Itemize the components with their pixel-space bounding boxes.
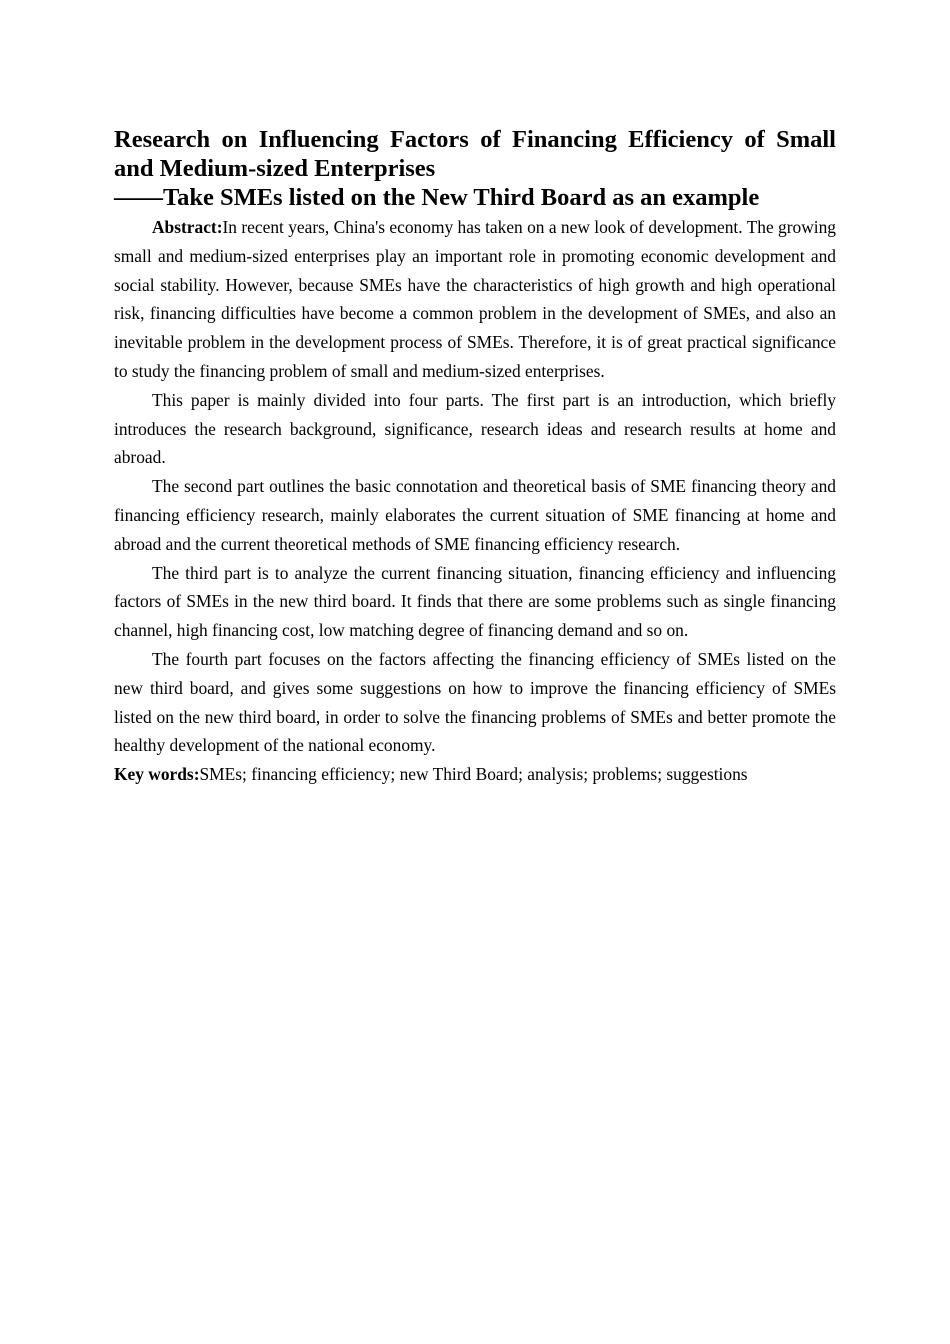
body-paragraph-3: The third part is to analyze the current financing situation, financing efficiency and influencing factors of SMEs in the new third board. It finds that there are some problems such as single financing channel, high financing cost, low matching degree of financing demand and so on. <box>114 562 836 641</box>
document-title: Research on Influencing Factors of Financing Efficiency of Small and Medium-sized Enterprises <box>114 126 836 182</box>
abstract-label: Abstract: <box>152 217 223 237</box>
keywords-paragraph <box>114 760 836 789</box>
body-paragraph-2: The second part outlines the basic connotation and theoretical basis of SME financing theory and financing efficiency research, mainly elaborates the current situation of SME financing at home and abroad and the current theoretical methods of SME financing efficiency research. <box>114 476 836 554</box>
abstract-paragraph <box>114 213 836 386</box>
keywords-label: Key words: <box>114 764 200 785</box>
body-paragraph-4: The fourth part focuses on the factors affecting the financing efficiency of SMEs listed on the new third board, and gives some suggestions on how to improve the financing efficiency of SMEs listed on the new third board, in order to solve the financing problems of SMEs and better promote the healthy development of the national economy. <box>114 648 836 756</box>
abstract-text: In recent years, China's economy has taken on a new look of development. The growing small and medium-sized enterprises play an important role in promoting economic development and social stability. However, because SMEs have the characteristics of high growth and high operational risk, financing difficulties have become a common problem in the development of SMEs, and also an inevitable problem in the development process of SMEs. Therefore, it is of great practical significance to study the financing problem of small and medium-sized enterprises. <box>114 217 836 381</box>
document-page <box>114 126 836 789</box>
document-subtitle: ——Take SMEs listed on the New Third Board as an example <box>114 184 760 211</box>
body-paragraph-1: This paper is mainly divided into four parts. The first part is an introduction, which briefly introduces the research background, significance, research ideas and research results at home and abroad. <box>114 389 836 468</box>
keywords-text: SMEs; financing efficiency; new Third Board; analysis; problems; suggestions <box>199 764 748 785</box>
